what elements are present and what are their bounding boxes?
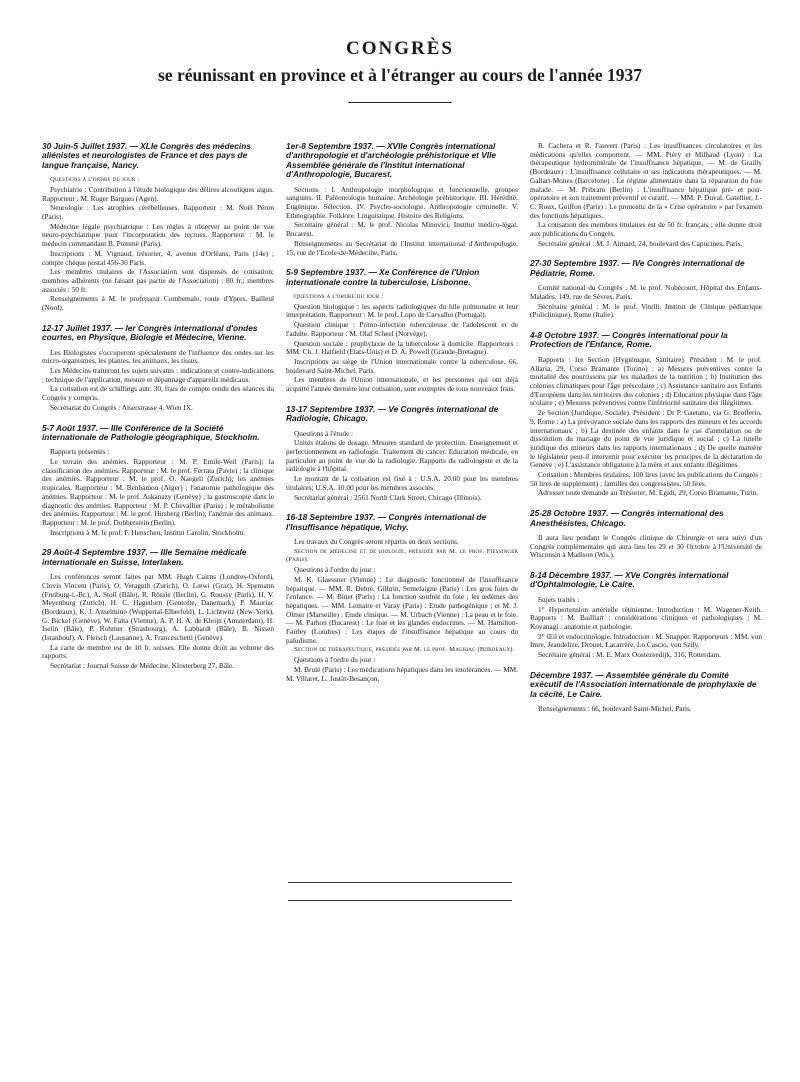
congress-paragraph: 2° Œil et endocrinologie. Introduction : M. Snapper. Rapporteurs : MM. von Imre, Jeandelize, Drouet, Lacarrère, Lo Cascio, von Szily. [530, 631, 762, 650]
congress-title: 29 Août-4 Septembre 1937. — IIIe Semaine médicale internationale en Suisse, Interlaken. [42, 547, 247, 567]
congress-paragraph: Question clinique : Primo-infection tuberculeuse de l'adolescent et de l'adulte. Rapporteur : M. Olaf Scheel (Norvège). [286, 320, 518, 338]
congress-paragraph: Psychiatrie : Contribution à l'étude biologique des délires alcooliques aigus. Rapporteur : M. Roger Bargues (Agen). [42, 184, 274, 203]
column-2 [286, 142, 518, 862]
section-label: Questions à l'ordre du jour : [294, 293, 384, 301]
congress-paragraph: Il aura lieu pendant le Congrès clinique de Chirurgie et sera suivi d'un Congrès complémentaire qui aura lieu les 29 et 30 Octobre à l'Université de Wisconsin à Madison (Wis.). [530, 532, 762, 560]
congress-title: 12-17 Juillet 1937. — Ier Congrès international d'ondes courtes, en Physique, Biologie et Médecine, Vienne. [42, 322, 258, 343]
congress-paragraph: Secrétaire général : M. J. Aimard, 24, boulevard des Capucines, Paris. [538, 238, 743, 248]
congress-title: 5-7 Août 1937. — IIIe Conférence de la Société internationale de Pathologie géographique, Stockholm. [42, 422, 260, 442]
congress-paragraph: Adresser toute demande au Trésorier, M. Egidi, 29, Corso Bramante, Turin. [538, 488, 759, 498]
congress-paragraph: Les travaux du Congrès seront répartis en deux sections. [294, 537, 459, 547]
congress-paragraph: M. Brulé (Paris) : Les médications hépatiques dans les intolérances. — MM. M. Villaret, L. Justin-Besançon, [286, 664, 518, 683]
congress-title: 30 Juin-5 Juillet 1937. — XLIe Congrès des médecins aliénistes et neurologistes de France et des pays de langue française, Nancy. [42, 142, 251, 170]
congress-entry [286, 142, 518, 257]
congress-paragraph: Inscriptions au siège de l'Union internationale contre la tuberculose, 66, boulevard Saint-Michel, Paris. [286, 356, 518, 375]
congress-entry [286, 268, 518, 394]
congress-paragraph: Comité national du Congrès : M. le prof. Nobécourt, Hôpital des Enfants-Malades, 149, rue de Sèvres, Paris. [530, 283, 762, 301]
congress-paragraph: La carte de membre est de 10 fr. suisses. Elle donne droit au volume des rapports. [42, 642, 274, 661]
congress-paragraph: Secrétaire général : M. le prof. Vitelli, Institut de Clinique pédiatrique (Policlinique), Rome (Italie). [530, 301, 762, 320]
congress-paragraph: Inscriptions : M. Vignaud, trésorier, 4, avenue d'Orléans, Paris (14e) ; compte chèque postal 456-30 Paris. [42, 248, 274, 267]
congress-paragraph: Renseignements : 66, boulevard Saint-Michel, Paris. [538, 704, 692, 713]
footer-divider-top [288, 882, 512, 883]
congress-paragraph: Questions à l'étude : [294, 428, 354, 438]
section-label: Section de thérapeutique, présidée par M. le prof. Mauriac (Bordeaux). [294, 646, 515, 654]
congress-entry [530, 571, 762, 660]
column-3 [530, 142, 762, 862]
footer-divider-bottom [288, 900, 512, 901]
page-title: CONGRÈS [346, 38, 454, 59]
congress-paragraph: Rapports : 1re Section (Hygiénique, Sanitaire). Président : M. le prof. Allaria, 29, Corso Bramante (Torino) : a) Mesures préventives contre la mortalité des nourrissons par les maladies de la nutrition ; b) Institution des colonies climatiques pour l'âge préscolaire ; c) Assistance sanitaire aux Enfants d'Européens dans les territoires des colonies ; d) Education physique dans l'âge scolaire ; e) Mesures préventives contre l'infériorité sanitaire des illégitimes. [530, 354, 762, 408]
congress-paragraph: Les Biologistes s'occuperont spécialement de l'influence des ondes sur les micro-organismes, les plantes, les animaux, les tissus. [42, 347, 274, 366]
section-label: Questions à l'ordre du jour : [50, 176, 140, 184]
congress-title: 8-14 Décembre 1937. — XVe Congrès international d'Ophtalmologie, Le Caire. [530, 570, 729, 590]
congress-title: 25-28 Octobre 1937. — Congrès international des Anesthésistes, Chicago. [530, 508, 724, 528]
congress-paragraph: Unités étalons de dosage. Mesures standard de protection. Enseignement et perfectionnement en radiologie. Traitement du cancer. Education médicale, en particulier au point de vue de la radiologie. Rapports du radiologiste et de la radiologie à l'hôpital. [286, 438, 518, 474]
congress-entry [42, 142, 274, 313]
congress-paragraph: Neurologie : Les atrophies cérébelleuses. Rapporteur : M. Noël Péron (Paris). [42, 203, 274, 222]
header-divider [348, 102, 452, 103]
congress-paragraph: La cotisation est de schillings autr. 30, frais de compte rendu des séances du Congrès y compris. [42, 384, 274, 403]
congress-entry [530, 331, 762, 498]
column-1 [42, 142, 274, 862]
congress-paragraph: Secrétariat : Journal Suisse de Médecine, Klosterberg 27, Bâle. [50, 661, 235, 671]
congress-paragraph: Le montant de la cotisation est fixé à : U.S.A. 20.00 pour les membres titulaires; U.S.A. 10.00 pour les membres associés. [286, 474, 518, 492]
congress-paragraph: 2e Section (Juridique, Sociale). Président : Dr P. Gaetano, via G. Brofferio, 9, Rome : a) La prévoyance sociale dans les rapports des mineurs et les accords internationaux ; b) La destinée des enfants dans le cas d'annulation ou de dissolution du mariage du point de vue juridique et social ; c) La tutelle juridique des mineurs dans les rapports internationaux ; d) De quelle manière le législateur peut-il intervenir pour exécuter les principes de la déclaration de Genève ; e) L'assistance obligatoire à la mère et aux enfants illégitimes. [530, 408, 762, 470]
congress-paragraph: Secrétaire général : M. le prof. Nicolas Minovici, Institut médico-légal, Bucarest. [286, 220, 518, 239]
congress-paragraph: La cotisation des membres titulaires est de 50 fr. français ; elle donne droit aux publications du Congrès. [530, 220, 762, 239]
congress-paragraph: Renseignements à M. le professeur Combemale, route d'Ypres, Bailleul (Nord). [42, 294, 274, 313]
congress-paragraph: Les membres titulaires de l'Association sont dispensés de cotisation; membres adhérents (ne faisant pas partie de l'Association) : 80 fr.; membres associés : 50 fr. [42, 267, 274, 294]
congress-entry [530, 142, 762, 248]
congress-paragraph: Renseignements au Secrétariat de l'Institut international d'Anthropologie, 15, rue de l'Ecole-de-Médecine, Paris. [286, 238, 518, 257]
congress-paragraph: Inscriptions à M. le prof. F. Henschen, Institut Carolin, Stockholm. [50, 527, 246, 537]
congress-title: 1er-8 Septembre 1937. — XVIIe Congrès international d'anthropologie et d'archéologie préhistorique et VIIe Assemblée générale de l'Institut international d'Anthropologie, Bucarest. [286, 142, 497, 180]
congress-paragraph: Secrétaire général : M. E. Marx Oostezeedijk, 316, Rotterdam. [538, 650, 721, 660]
congress-paragraph: Rapports présentés : [50, 447, 110, 457]
congress-title: Décembre 1937. — Assemblée générale du Comité exécutif de l'Association internationale de prophylaxie de la cécité, Le Caire. [530, 669, 757, 699]
congress-entry [286, 513, 518, 683]
congress-entry [42, 324, 274, 413]
congress-entry [530, 259, 762, 320]
congress-paragraph: Question sociale : prophylaxie de la tuberculose à domicile. Rapporteurs : MM. Ch. J. Hatfield (Etats-Unis) et D. A. Powell (Grande-Bretagne). [286, 338, 518, 357]
congress-paragraph: Secrétariat du Congrès : Alserstrasse 4, Wien IX. [50, 402, 193, 412]
congress-paragraph: R. Cachera et R. Fauvert (Paris) : Les insuffisances circulatoires et les médications qu'elles comportent. — MM. Piéry et Milhaud (Lyon) : La thérapeutique hydrominérale de l'insuffisance hépatique. — M. de Grailly (Bordeaux) : L'insuffisance cellulaire et ses indications thérapeutiques. — M. Gallart-Mones (Barcelone) : Le régime alimentaire dans la réparation du foie malade. — M. Pribram (Berlin) : L'insuffisance hépatique pré- et post-opératoire et son traitement préventif et curatif. — MM. P. Duval, Gatellier, J.-C. Roux, Goiffon (Paris) : Le pronostic de la « Crise opératoire » par l'examen des fonctions hépatiques. [530, 142, 762, 220]
congress-paragraph: Cotisation : Membres titulaires, 100 lires (avec les publications du Congrès : 50 lires de supplément) ; familles des congressistes, 50 lires. [530, 470, 762, 488]
congress-title: 4-8 Octobre 1937. — Congrès international pour la Protection de l'Enfance, Rome. [530, 330, 728, 350]
congress-paragraph: Le terrain des anémies. Rapporteur : M. P. Emile-Weil (Paris); la classification des anémies. Rapporteur : M. le prof. Ferrata (Pavie) ; la clinique des anémies. Rapporteur : M. le prof. O. Naegeli (Zurich); les anémies tropicales. Rapporteur : M. Benhamou (Alger) ; l'anatomie pathologique des anémies. Rapporteur : M. le prof. Askanazy (Genève) ; la gastroscopie dans le diagnostic des anémies. Rapporteur : M. P. Chevallier (Paris) ; le métabolisme des anémies. Rapporteur : M. le prof. Hirsberg (Berlin); l'anémie des animaux. Rapporteur : M. le prof. Dobberstein (Berlin). [42, 457, 274, 527]
section-label: Section de médecine et de biologie, présidée par M. le prof. Fiessinger (Paris). [286, 547, 518, 564]
congress-paragraph: Les membres de l'Union internationale, et les personnes qui ont déjà acquitté l'année dernière leur cotisation, sont exemptés de tous nouveaux frais. [286, 375, 518, 394]
congress-paragraph: Question biologique : les aspects radiologiques du hile pulmonaire et leur interprétation. Rapporteur : M. le prof. Lopo de Carvalho (Portugal). [286, 301, 518, 320]
congress-entry [530, 671, 762, 714]
congress-paragraph: Sections : I. Anthropologie morphologique et fonctionnelle, groupes sanguins. II. Paléontologie humaine. Archéologie préhistorique. III. Hérédité. Eugénique. Sélection. IV. Psycho-sociologie. Anthropologie criminelle. V. Ethnographie. Folklore. Linguistique. Histoire des Religions. [286, 184, 518, 220]
congress-paragraph: Les Médecins traiteront les sujets suivants : indications et contre-indications ; technique de l'application, mesure et dépannage d'appareils médicaux. [42, 365, 274, 384]
congress-paragraph: 1° Hypertension artérielle rétinienne. Introduction : M. Wagener-Keith. Rapports : M. Bailliart : considérations cliniques et pathologiques ; M. Koyanagi : anatomie et pathologie. [530, 604, 762, 631]
congress-paragraph: Sujets traités : [538, 594, 580, 604]
congress-entry [42, 548, 274, 671]
congress-title: 16-18 Septembre 1937. — Congrès international de l'Insuffisance hépatique, Vichy. [286, 512, 487, 532]
congress-paragraph: Les conférences seront faites par MM. Hugh Cairns (Londres-Oxford), Clovis Vincent (Paris), O. Veraguth (Zurich), O. Lœwi (Graz), H. Spemann (Freiburg-i.-Br.), A. Stoll (Bâle), R. Rössle (Berlin), G. Roussy (Paris), H. V. Meyenburg (Zurich), H. C. Hagedorn (Gentofte, Danemark), P. Mauriac (Bordeaux), K. J. Anselmino (Wuppertal-Elberfeld), L. Lichtwitz (New-York), G. Bickel (Genève), W. Falta (Vienne), A. P. H. A. de Kleijn (Amsterdam), H. Iselin (Bâle), P. Rohmer (Strasbourg), A. Labhardt (Bâle), B. Nissen (Istanboul), A. Fleisch (Lausanne), A. Franceschetti (Genève). [42, 572, 274, 643]
congress-entry [286, 405, 518, 502]
page-header [0, 38, 800, 87]
congress-title: 13-17 Septembre 1937. — Ve Congrès international de Radiologie, Chicago. [286, 403, 499, 424]
congress-paragraph: Secrétariat général : 2561 North Clark Street, Chicago (Illinois). [294, 492, 482, 502]
congress-title: 27-30 Septembre 1937. — IVe Congrès international de Pédiatrie, Rome. [530, 258, 745, 278]
columns-container [42, 142, 762, 862]
congress-paragraph: Questions à l'ordre du jour : [294, 655, 376, 665]
page-subtitle: se réunissant en province et à l'étranger au cours de l'année 1937 [158, 65, 642, 85]
congress-entry [530, 509, 762, 560]
congress-entry [42, 424, 274, 538]
congress-paragraph: M. K. Glaessner (Vienne) : Le diagnostic fonctionnel de l'insuffisance hépatique. — MM. R. Debré, Gilbrin, Semelaigne (Paris) : Les gros foies de l'enfance. — M. Binet (Paris) : La fonction soufrée du foie ; les œdèmes des hépatiques. — MM. Lemaire et Varay (Paris) : Etude pathogénique ; et M. J. Olmer (Marseille) : Etude clinique. — M. Urbach (Vienne) : La peau et le foie. — M. Parhon (Bucarest) : Le foie et les glandes endocrines. — M. Hamilton-Fairley (Londres) : Les étapes de l'insuffisance hépatique au cours du paludisme. [286, 574, 518, 645]
congress-paragraph: Médecine légale psychiatrique : Les règles à observer au point de vue neuro-psychiatrique pour l'incorporation des recrues. Rapporteur : M. le médecin commandant B. Pommé (Paris). [42, 221, 274, 249]
congress-paragraph: Questions à l'ordre du jour : [294, 565, 376, 575]
congress-title: 5-9 Septembre 1937. — Xe Conférence de l'Union internationale contre la tuberculose, Lisbonne. [286, 267, 480, 287]
